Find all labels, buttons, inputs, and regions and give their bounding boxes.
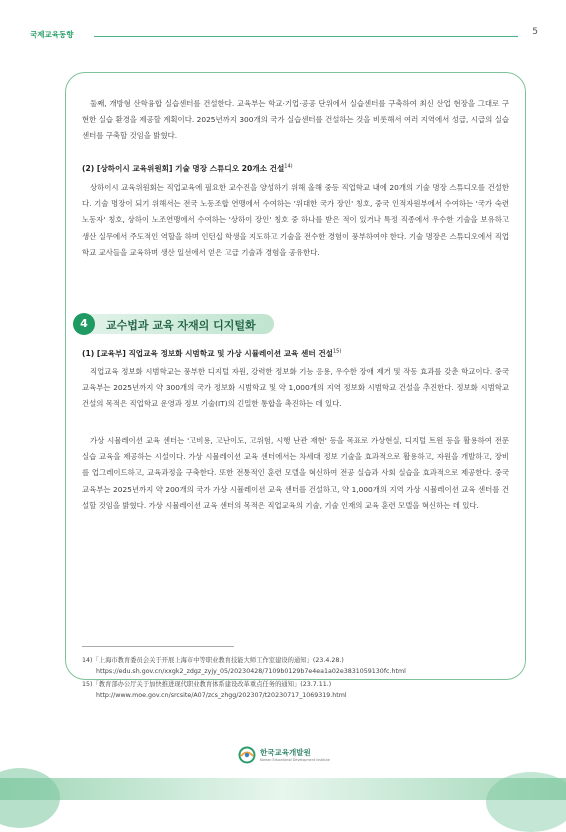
footnote-15	[82, 679, 347, 701]
footnote-ref-14[interactable]: 14)	[284, 163, 293, 170]
paragraph-training-centers: 둘째, 개방형 산학융합 실습센터를 건설한다. 교육부는 학교·기업·공공 단위에서 실습센터를 구축하여 최신 산업 현장을 그대로 구현한 실습 환경을 제공할 계획이다. 2025년까지 300개의 국가 실습센터를 건설하는 것을 비롯해서 여러 지역에서 성급, 시급의 실습센터를 구축할 것임을 밝혔다.	[82, 99, 509, 141]
subsection-1-title: (1) [교육부] 직업교육 정보화 시범학교 및 가상 시뮬레이션 교육 센터 건설	[82, 349, 333, 358]
footnote-15-text: 15)「教育部办公厅关于加快推进现代职业教育体系建设改革重点任务的通知」(23.7.11.)	[82, 681, 332, 688]
footnote-rule	[82, 646, 234, 647]
kedi-logo	[238, 744, 338, 766]
footnote-14-text: 14)「上海市教育委员会关于开展上海市中等职业教育技能大师工作室建设的通知」(23.4.28.)	[82, 657, 344, 664]
subsection-1-heading	[82, 348, 341, 359]
publication-title: 국제교육동향	[30, 30, 74, 39]
footnote-ref-15[interactable]: 15)	[333, 348, 342, 355]
subsection-2-heading	[82, 163, 293, 174]
section-number-badge: 4	[73, 313, 95, 335]
footer-decoration	[0, 778, 566, 800]
paragraph-pilot-schools: 직업교육 정보화 시범학교는 풍부한 디지털 자원, 강력한 정보화 기능 응용, 우수한 장애 제거 및 작동 효과를 갖춘 학교이다. 중국 교육부는 2025년까지 약 300개의 국가 정보화 시범학교 및 약 1,000개의 지역 정보화 시범학교 건설을 추진한다. 정보화 시범학교 건설의 목적은 직업학교 운영과 정보 기술(IT)의 긴밀한 통합을 촉진하는 데 있다.	[82, 367, 509, 409]
footnote-14	[82, 655, 406, 677]
page-number: 5	[532, 27, 538, 37]
footnote-14-link[interactable]: https://edu.sh.gov.cn/xxgk2_zdgz_zyjy_05/20230428/7109b0129b7e4ea1a02e3831059130fc.html	[96, 668, 406, 675]
page-header	[30, 27, 538, 43]
paragraph-master-studio: 상하이시 교육위원회는 직업교육에 필요한 교수진을 양성하기 위해 올해 중등 직업학교 내에 20개의 기술 명장 스튜디오를 건설한다. 기술 명장이 되기 위해서는 전국 노동조합 연맹에서 수여하는 '위대한 국가 장인' 칭호, 중국 인적자원부에서 수여하는 '국가 숙련 노동자' 칭호, 상하이 노조연맹에서 수여하는 '상하이 장인' 칭호 중 하나를 받은 적이 있거나 특정 직종에서 우수한 기술을 보유하고 생산 실무에서 주도적인 역할을 하며 인턴십 학생을 지도하고 기술을 전수한 경험이 풍부하여야 한다. 기술 명장은 스튜디오에서 직업학교 교사들을 교육하며 생산 일선에서 얻은 고급 기술과 경험을 공유한다.	[82, 183, 509, 257]
section-title: 교수법과 교육 자재의 디지털화	[106, 319, 256, 332]
footer-shape-right	[486, 772, 566, 832]
logo-subtitle: Korean Educational Development Institute	[260, 758, 330, 762]
paragraph-virtual-simulation: 가상 시뮬레이션 교육 센터는 '고비용, 고난이도, 고위험, 시행 난관 재현' 등을 목표로 가상현실, 디지털 트윈 등을 활용하여 전문 실습 교육을 제공하는 시설이다. 가상 시뮬레이션 교육 센터에서는 차세대 정보 기술을 효과적으로 활용하고, 자원을 개발하고, 장비를 업그레이드하고, 교육과정을 구축한다. 또한 전통적인 훈련 모델을 혁신하여 전공 실습과 사회 실습을 효과적으로 제공한다. 중국 교육부는 2025년까지 약 200개의 국가 가상 시뮬레이션 교육 센터를 건설하고, 약 1,000개의 지역 가상 시뮬레이션 교육 센터를 건설할 것임을 밝혔다. 가상 시뮬레이션 교육 센터의 목적은 직업교육의 기술, 기술 인재의 교육 훈련 모델을 혁신하는 데 있다.	[82, 436, 509, 510]
footnote-15-link[interactable]: http://www.moe.gov.cn/srcsite/A07/zcs_zhgg/202307/t20230717_1069319.html	[96, 692, 347, 699]
kedi-emblem-icon	[238, 746, 256, 764]
logo-name: 한국교육개발원	[260, 748, 311, 757]
header-rule	[94, 36, 518, 37]
footer-shape-left	[0, 768, 60, 828]
subsection-2-title: (2) [상하이시 교육위원회] 기술 명장 스튜디오 20개소 건설	[82, 164, 285, 173]
